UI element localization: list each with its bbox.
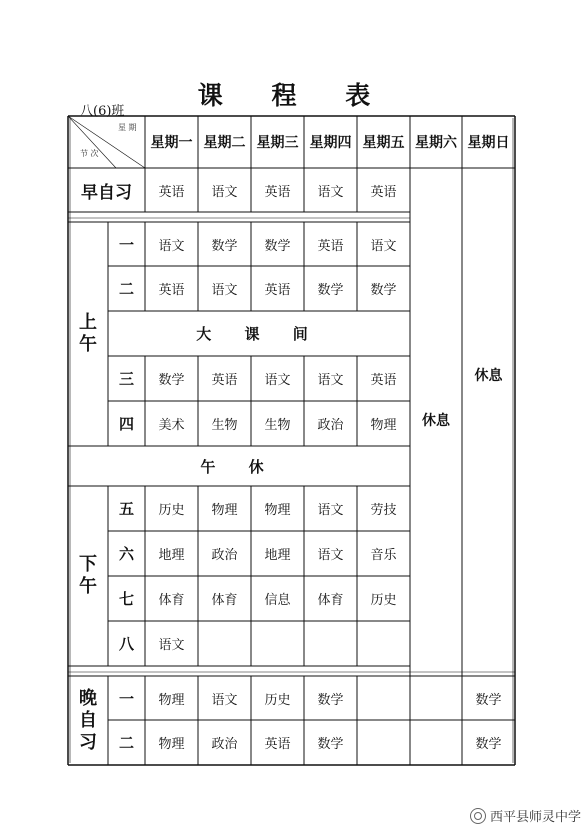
subject-cell: 音乐 [370, 548, 397, 563]
wechat-logo-icon [470, 808, 486, 824]
subject-cell: 英语 [317, 238, 344, 254]
subject-cell: 语文 [264, 373, 291, 388]
subject-cell: 地理 [264, 548, 291, 563]
am-label: 上午 [79, 312, 97, 355]
sunday-subject-cell: 数学 [475, 692, 502, 708]
subject-cell: 政治 [211, 548, 238, 563]
subject-cell: 英语 [211, 373, 238, 388]
subject-cell: 英语 [264, 184, 291, 200]
subject-cell: 语文 [158, 238, 185, 254]
subject-cell: 物理 [158, 692, 185, 708]
subject-cell: 美术 [158, 418, 185, 433]
subject-cell: 数学 [211, 238, 238, 254]
subject-cell: 物理 [158, 737, 185, 752]
subject-cell [357, 720, 410, 765]
subject-cell: 数学 [158, 373, 185, 388]
day-header: 星期四 [309, 135, 352, 151]
sunday-subject-cell: 数学 [475, 737, 502, 752]
corner-label: 星 期 [118, 123, 137, 132]
subject-cell: 语文 [158, 638, 185, 653]
noon-break-label: 午 休 [200, 457, 278, 476]
subject-cell: 语文 [211, 692, 238, 708]
period-number: 二 [118, 734, 134, 752]
subject-cell: 体育 [317, 593, 344, 608]
period-number: 二 [118, 280, 134, 298]
subject-cell: 物理 [211, 503, 238, 518]
subject-cell: 政治 [211, 737, 238, 752]
saturday-evening-blank [410, 676, 462, 765]
subject-cell: 语文 [317, 548, 344, 563]
day-header: 星期六 [415, 135, 457, 151]
pm-label: 下午 [79, 554, 97, 597]
period-number: 五 [118, 500, 134, 518]
subject-cell [357, 676, 410, 720]
big-break-label: 大 课 间 [196, 325, 322, 343]
period-number: 一 [118, 235, 134, 254]
subject-cell: 数学 [264, 238, 291, 254]
period-number: 八 [118, 635, 134, 653]
subject-cell: 政治 [317, 418, 344, 433]
subject-cell: 数学 [317, 283, 344, 298]
footer-watermark [470, 806, 581, 825]
subject-cell: 数学 [370, 283, 397, 298]
period-number: 四 [118, 415, 134, 433]
subject-cell: 语文 [211, 283, 238, 298]
subject-cell: 语文 [370, 238, 397, 254]
subject-cell [357, 621, 410, 666]
subject-cell [304, 621, 357, 666]
subject-cell: 英语 [158, 184, 185, 200]
period-number: 六 [118, 545, 134, 563]
grid-line [68, 116, 116, 168]
subject-cell: 历史 [158, 503, 185, 518]
subject-cell: 信息 [264, 593, 291, 608]
day-header: 星期三 [256, 135, 299, 151]
subject-cell [198, 621, 251, 666]
period-number: 七 [118, 590, 134, 608]
subject-cell: 语文 [317, 184, 344, 200]
subject-cell: 劳技 [370, 503, 397, 518]
subject-cell: 英语 [370, 373, 397, 388]
day-header: 星期五 [362, 135, 405, 151]
day-header: 星期一 [150, 135, 193, 151]
subject-cell: 体育 [158, 593, 185, 608]
subject-cell: 英语 [264, 283, 291, 298]
period-number: 一 [118, 689, 134, 708]
subject-cell: 地理 [158, 548, 185, 563]
subject-cell: 历史 [370, 593, 397, 608]
day-header: 星期二 [203, 135, 246, 151]
subject-cell: 数学 [317, 737, 344, 752]
subject-cell: 语文 [211, 184, 238, 200]
subject-cell: 语文 [317, 503, 344, 518]
footer-text: 西平县师灵中学 [490, 810, 582, 825]
subject-cell [251, 621, 304, 666]
subject-cell: 历史 [264, 692, 291, 708]
class-label: 八(6)班 [80, 104, 125, 119]
page-title: 课 程 表 [197, 81, 391, 110]
subject-cell: 英语 [264, 737, 291, 752]
subject-cell: 语文 [317, 373, 344, 388]
period-number: 三 [118, 370, 134, 388]
subject-cell: 数学 [317, 692, 344, 708]
corner-label: 节 次 [80, 149, 99, 158]
subject-cell: 物理 [264, 503, 291, 518]
evening-label: 晚自习 [79, 687, 97, 753]
row-label: 早自习 [81, 182, 132, 203]
subject-cell: 生物 [211, 418, 238, 433]
saturday-rest: 休息 [422, 413, 450, 429]
subject-cell: 英语 [370, 184, 397, 200]
subject-cell: 体育 [211, 593, 238, 608]
day-header: 星期日 [467, 135, 510, 151]
subject-cell: 生物 [264, 418, 291, 433]
sunday-rest: 休息 [474, 368, 503, 384]
subject-cell: 英语 [158, 283, 185, 298]
subject-cell: 物理 [370, 418, 397, 433]
